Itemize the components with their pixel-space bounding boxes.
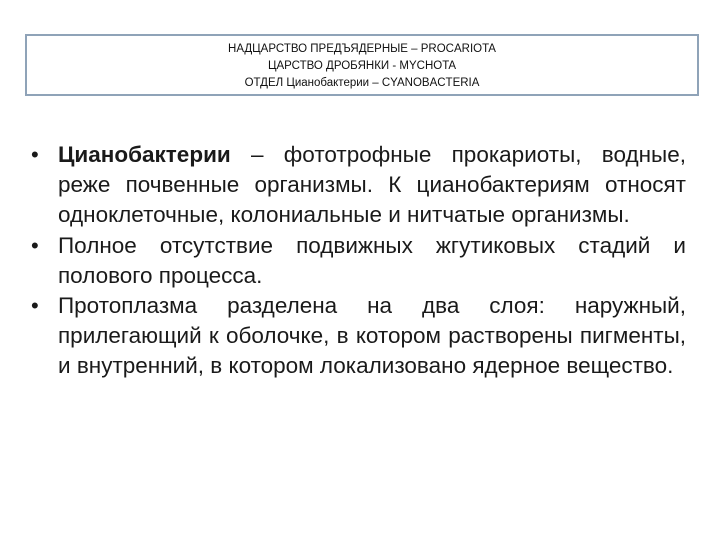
bullet-text: – фототрофные прокариоты, водные, реже почвенные организмы. К цианобактериям относят одноклеточные, колониальные и нитчатые организмы. <box>58 142 686 228</box>
bullet-item-protoplasm <box>30 291 686 382</box>
bullet-dot-icon: • <box>31 232 39 258</box>
bullet-item-definition <box>30 140 686 231</box>
bullet-item-flagella <box>30 231 686 291</box>
title-line-division: ОТДЕЛ Цианобактерии – CYANOBACTERIA <box>244 76 480 89</box>
bullet-list <box>30 140 686 382</box>
bullet-term: Цианобактерии <box>58 142 231 167</box>
bullet-text: Протоплазма разделена на два слоя: наружный, прилегающий к оболочке, в котором растворены пигменты, и внутренний, в котором локализовано ядерное вещество. <box>58 293 686 379</box>
bullet-text: Полное отсутствие подвижных жгутиковых стадий и полового процесса. <box>58 232 686 288</box>
bullet-dot-icon: • <box>31 293 39 319</box>
title-line-superkingdom: НАДЦАРСТВО ПРЕДЪЯДЕРНЫЕ – PROCARIOTA <box>228 42 496 55</box>
bullet-dot-icon: • <box>31 142 39 167</box>
title-line-kingdom: ЦАРСТВО ДРОБЯНКИ - MYCHOTA <box>267 59 457 72</box>
title-box <box>25 34 699 96</box>
